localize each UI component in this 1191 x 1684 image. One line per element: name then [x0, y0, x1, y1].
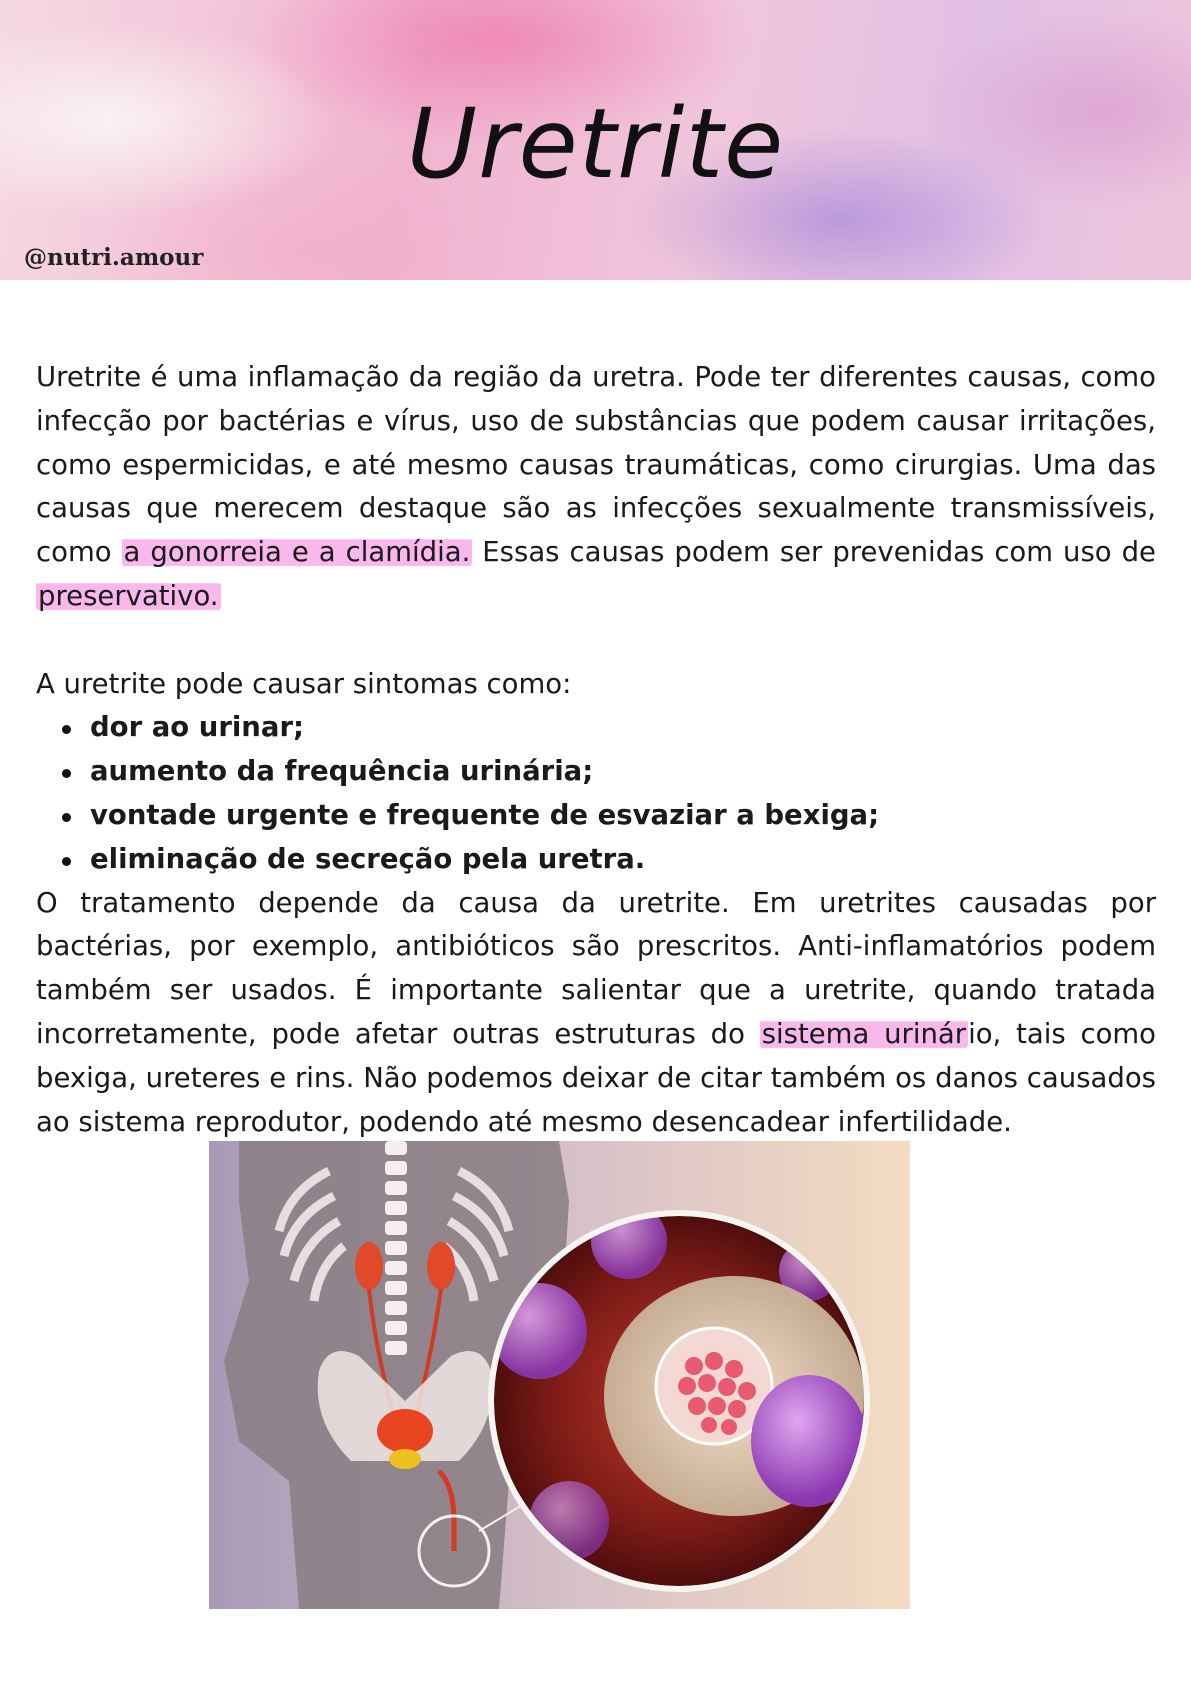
author-handle: @nutri.amour [24, 244, 204, 271]
treatment-text-continued: io, tais como bexiga, ureteres e rins. Não podemos deixar de citar também os danos causados ao sistema reprodutor, podendo até mesmo desencadear infertilidade. [36, 1017, 1157, 1138]
intro-paragraph [36, 356, 1156, 619]
list-item: vontade urgente e frequente de esvaziar a bexiga; [36, 794, 1156, 838]
paragraph-spacer [36, 619, 1156, 663]
urethritis-illustration [209, 1141, 910, 1609]
article-body [36, 356, 1156, 1144]
intro-text-continued: Essas causas podem ser prevenidas com uso de [472, 536, 1156, 569]
symptoms-lead: A uretrite pode causar sintomas como: [36, 667, 572, 700]
highlight-gonorrhea-chlamydia: a gonorreia e a clamídia. [123, 536, 471, 569]
treatment-paragraph [36, 882, 1156, 1145]
symptoms-list [36, 706, 1156, 881]
highlight-condom: preservativo. [38, 579, 219, 612]
intro-text: Uretrite é uma inflamação da região da uretra. Pode ter diferentes causas, como infecção por bactérias e vírus, uso de substâncias que podem causar irritações, como espermicidas, e até mesmo causas traumáticas, como cirurgias. Uma das causas que merecem destaque são as infecções sexualmente transmissíveis, como [36, 361, 1156, 569]
list-item: aumento da frequência urinária; [36, 750, 1156, 794]
list-item: dor ao urinar; [36, 706, 1156, 750]
list-item: eliminação de secreção pela uretra. [36, 838, 1156, 882]
treatment-text: O tratamento depende da causa da uretrite. Em uretrites causadas por bactérias, por exemplo, antibióticos são prescritos. Anti-inflamatórios podem também ser usados. É importante salientar que a uretrite, quando tratada incorretamente, pode afetar outras estruturas do [36, 886, 1156, 1050]
header-banner [0, 0, 1191, 280]
highlight-urinary-system: sistema urinár [761, 1017, 967, 1050]
page-title: Uretrite [406, 88, 785, 200]
anatomy-image [209, 1141, 910, 1609]
